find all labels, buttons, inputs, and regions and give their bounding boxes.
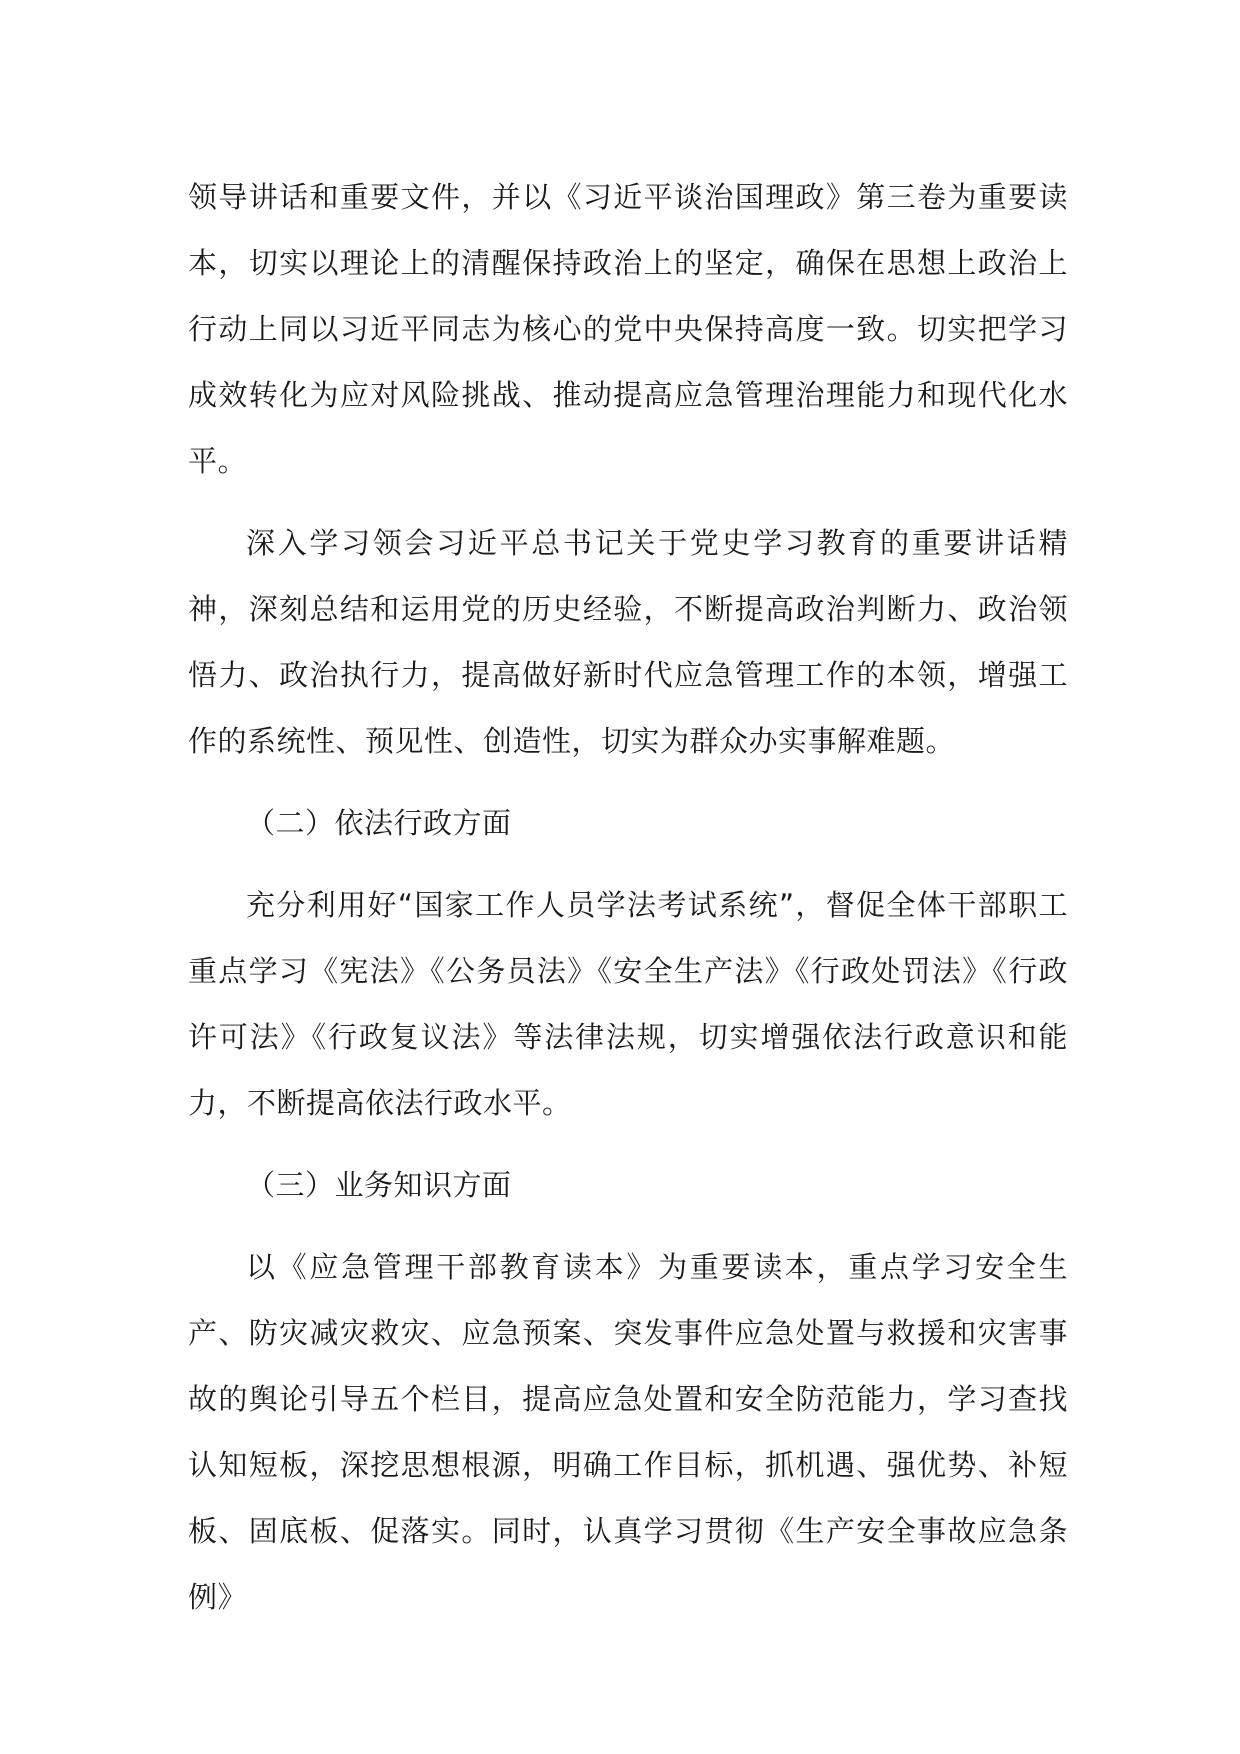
paragraph-2: 深入学习领会习近平总书记关于党史学习教育的重要讲话精神，深刻总结和运用党的历史经验，不断提高政治判断力、政治领悟力、政治执行力，提高做好新时代应急管理工作的本领，增强工作的系统性、预见性、创造性，切实为群众办实事解难题。 — [188, 526, 1068, 758]
paragraph-1: 领导讲话和重要文件，并以《习近平谈治国理政》第三卷为重要读本，切实以理论上的清醒保持政治上的坚定，确保在思想上政治上行动上同以习近平同志为核心的党中央保持高度一致。切实把学习成效转化为应对风险挑战、推动提高应急管理治理能力和现代化水平。 — [188, 180, 1068, 478]
document-page — [188, 164, 1068, 1646]
paragraph-3: 充分利用好“国家工作人员学法考试系统”，督促全体干部职工重点学习《宪法》《公务员法》《安全生产法》《行政处罚法》《行政许可法》《行政复议法》等法律法规，切实增强依法行政意识和能力，不断提高依法行政水平。 — [188, 888, 1068, 1120]
section-heading-3: （三）业务知识方面 — [246, 1168, 512, 1202]
section-heading-2: （二）依法行政方面 — [246, 806, 512, 840]
paragraph-4: 以《应急管理干部教育读本》为重要读本，重点学习安全生产、防灾减灾救灾、应急预案、突发事件应急处置与救援和灾害事故的舆论引导五个栏目，提高应急处置和安全防范能力，学习查找认知短板，深挖思想根源，明确工作目标，抓机遇、强优势、补短板、固底板、促落实。同时，认真学习贯彻《生产安全事故应急条例》 — [188, 1250, 1068, 1614]
